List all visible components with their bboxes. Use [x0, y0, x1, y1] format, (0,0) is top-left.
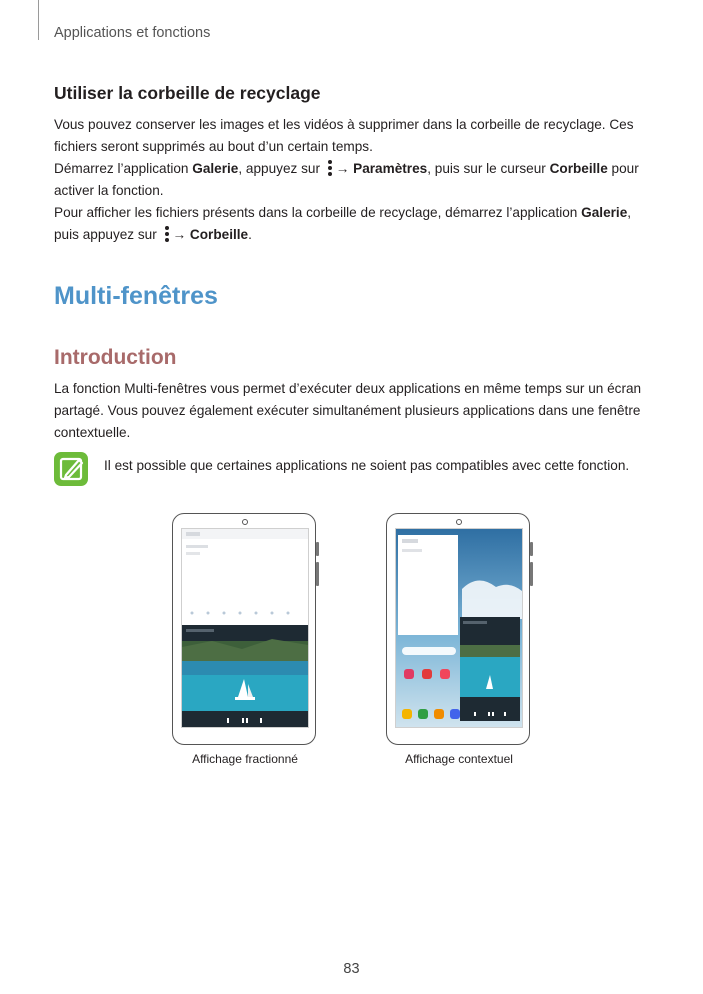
popup-view-screen	[396, 529, 522, 727]
introduction-paragraph: La fonction Multi-fenêtres vous permet d’exécuter deux applications en même temps sur un écran partagé. Vous pouvez également exécuter simultanément plusieurs applications dans une fenêtre contextuelle.	[54, 381, 642, 440]
section-heading-introduction: Introduction	[54, 346, 177, 369]
app-name-galerie-2: Galerie	[581, 205, 628, 220]
recycle-bin-paragraph-1: Vous pouvez conserver les images et les vidéos à supprimer dans la corbeille de recyclage. Ces fichiers seront supprimés au bout d’un certain temps.	[54, 117, 634, 154]
menu-corbeille: Corbeille	[189, 227, 249, 242]
running-header: Applications et fonctions	[54, 25, 211, 41]
chapter-title-multi-window: Multi-fenêtres	[54, 282, 218, 310]
tablet-split-view-illustration	[172, 513, 316, 745]
switch-corbeille: Corbeille	[549, 161, 608, 176]
margin-rule	[38, 0, 39, 40]
more-options-icon	[164, 225, 170, 243]
caption-popup-view: Affichage contextuel	[405, 752, 513, 766]
caption-split-view: Affichage fractionné	[192, 752, 298, 766]
recycle-bin-paragraph-2: Démarrez l’application Galerie, appuyez sur → Paramètres, puis sur le curseur Corbeille pour activer la fonction.	[54, 161, 639, 198]
recycle-bin-paragraph-3: Pour afficher les fichiers présents dans la corbeille de recyclage, démarrez l’application Galerie, puis appuyez sur → Corbeille.	[54, 205, 632, 242]
more-options-icon	[327, 159, 333, 177]
page-number: 83	[343, 961, 360, 977]
split-view-screen	[182, 529, 308, 727]
menu-settings: Paramètres	[353, 161, 428, 176]
section-heading-recycle-bin: Utiliser la corbeille de recyclage	[54, 83, 321, 103]
app-name-galerie: Galerie	[192, 161, 239, 176]
compatibility-note: Il est possible que certaines applications ne soient pas compatibles avec cette fonction.	[104, 458, 630, 473]
tablet-popup-view-illustration	[386, 513, 530, 745]
note-pencil-icon	[54, 452, 88, 486]
